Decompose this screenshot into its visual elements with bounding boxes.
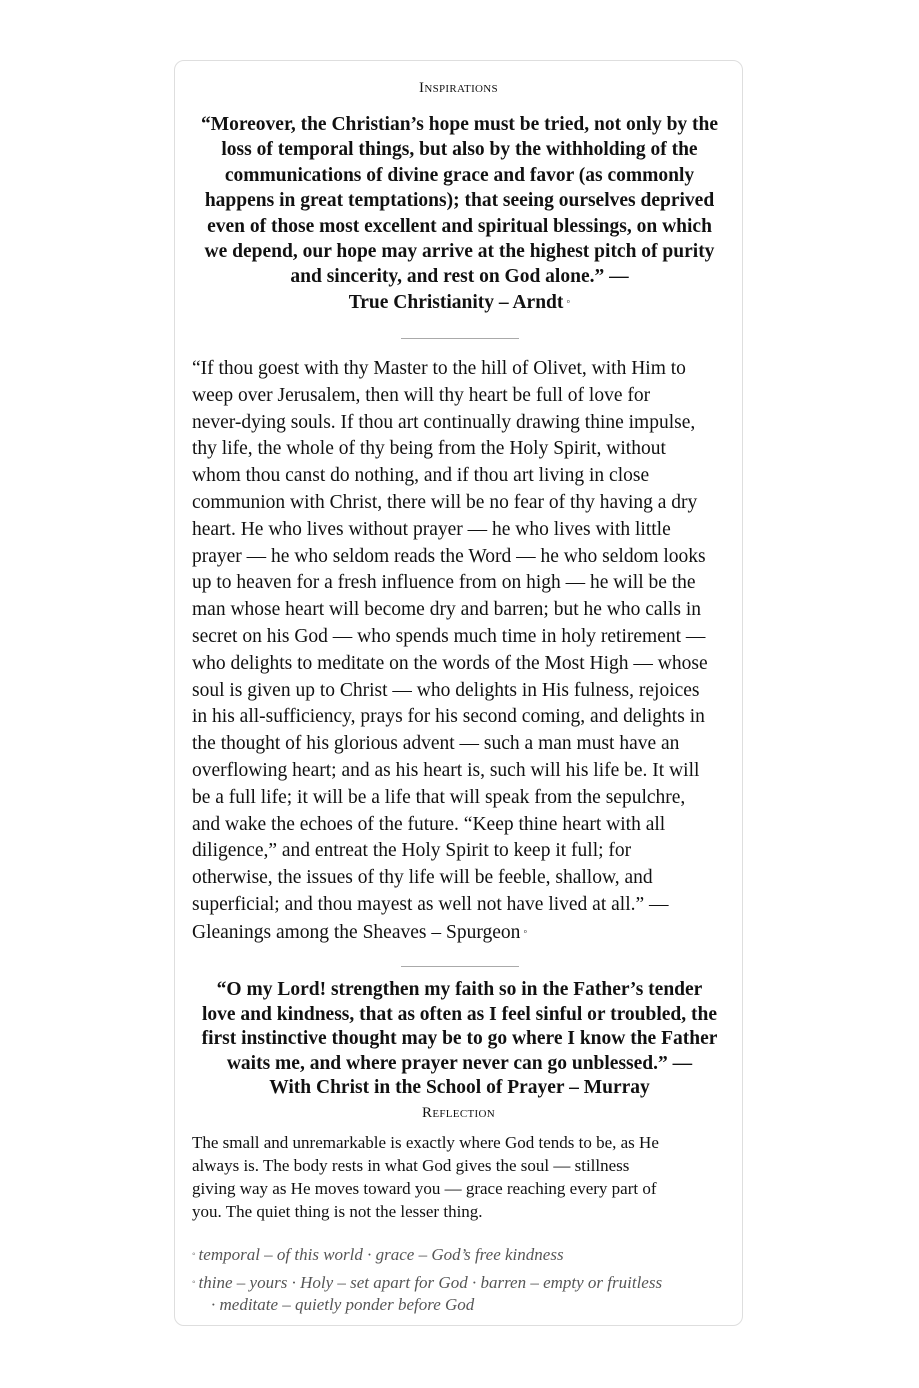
quote-line: who delights to meditate on the words of the Most High — whose — [192, 652, 708, 674]
reflection-line: giving way as He moves toward you — grace reaching every part of — [192, 1179, 657, 1198]
quote-line: “O my Lord! strengthen my faith so in the Father’s tender — [216, 979, 703, 1000]
quote-line: happens in great temptations); that seeing ourselves deprived — [204, 190, 715, 212]
quote-line: “If thou goest with thy Master to the hill of Olivet, with Him to — [192, 358, 686, 379]
gloss-marker-icon: ◦ — [566, 295, 571, 308]
quote-line: and wake the echoes of the future. “Keep thine heart with all — [192, 813, 666, 835]
quote-line: first instinctive thought may be to go where I know the Father — [201, 1028, 718, 1050]
quote-line: communion with Christ, there will be no fear of thy having a dry — [192, 491, 698, 513]
quote-line: communications of divine grace and favor (as commonly — [224, 164, 695, 186]
glossary-continuation: · meditate – quietly ponder before God — [211, 1295, 475, 1314]
reflection-text — [192, 1131, 722, 1223]
quote-line: superficial; and thou mayest as well not have lived at all.” — — [192, 893, 669, 915]
attribution-text: True Christianity – Arndt — [348, 291, 564, 313]
quote-line: man whose heart will become dry and barren; but he who calls in — [192, 599, 702, 621]
section-divider — [401, 338, 519, 339]
quote-line: thy life, the whole of thy being from the Holy Spirit, without — [192, 438, 666, 460]
quote-murray — [189, 978, 730, 1101]
gloss-marker-icon: ◦ — [192, 1249, 196, 1260]
quote-attribution — [192, 919, 737, 947]
reflection-line: you. The quiet thing is not the lesser thing. — [192, 1202, 483, 1221]
section-divider — [401, 966, 519, 967]
quote-line: whom thou canst do nothing, and if thou art living in close — [192, 465, 650, 487]
quote-line: heart. He who lives without prayer — he who lives with little — [192, 518, 671, 540]
glossary-text: thine – yours · Holy – set apart for God · barren – empty or fruitless — [198, 1273, 663, 1292]
quote-line: prayer — he who seldom reads the Word — he who seldom looks — [192, 545, 706, 567]
reflection-line: always is. The body rests in what God gives the soul — stillness — [192, 1156, 630, 1175]
attribution-text: Gleanings among the Sheaves – Spurgeon — [192, 921, 521, 943]
quote-line: soul is given up to Christ — who delights in His fulness, rejoices — [192, 679, 700, 701]
quote-line: “Moreover, the Christian’s hope must be tried, not only by the — [200, 114, 719, 135]
quote-line: be a full life; it will be a life that will speak from the sepulchre, — [192, 786, 686, 808]
quote-spurgeon — [192, 356, 737, 947]
devotional-card — [174, 60, 743, 1326]
reflection-heading: Reflection — [422, 1105, 495, 1121]
gloss-marker-icon: ◦ — [523, 925, 528, 938]
quote-line: the thought of his glorious advent — such a man must have an — [192, 733, 680, 755]
glossary-note-2 — [192, 1272, 732, 1316]
quote-line: loss of temporal things, but also by the withholding of the — [221, 139, 698, 161]
inspirations-heading: Inspirations — [419, 80, 498, 96]
quote-line: overflowing heart; and as his heart is, such will his life be. It will — [192, 759, 700, 781]
quote-attribution: With Christ in the School of Prayer – Murray — [269, 1077, 650, 1099]
quote-attribution — [191, 290, 728, 315]
glossary-text: temporal – of this world · grace – God’s free kindness — [198, 1245, 564, 1264]
quote-line: and sincerity, and rest on God alone.” — — [290, 266, 629, 288]
glossary-note-1 — [192, 1244, 732, 1266]
quote-line: otherwise, the issues of thy life will be feeble, shallow, and — [192, 867, 653, 889]
quote-line: even of those most excellent and spiritual blessings, on which — [207, 215, 712, 237]
quote-line: love and kindness, that as often as I feel sinful or troubled, the — [201, 1003, 717, 1025]
gloss-marker-icon: ◦ — [192, 1277, 196, 1288]
quote-line: secret on his God — who spends much time in holy retirement — — [192, 625, 706, 647]
reflection-line: The small and unremarkable is exactly where God tends to be, as He — [192, 1133, 659, 1152]
quote-line: we depend, our hope may arrive at the highest pitch of purity — [204, 241, 715, 263]
quote-line: up to heaven for a fresh influence from on high — he will be the — [192, 572, 696, 594]
quote-line: in his all-sufficiency, prays for his second coming, and delights in — [192, 706, 705, 728]
quote-arndt — [191, 112, 728, 315]
quote-line: weep over Jerusalem, then will thy heart be full of love for — [192, 384, 651, 406]
quote-line: waits me, and where prayer never can go unblessed.” — — [226, 1052, 693, 1074]
quote-line: diligence,” and entreat the Holy Spirit to keep it full; for — [192, 840, 632, 862]
quote-line: never-dying souls. If thou art continually drawing thine impulse, — [192, 411, 696, 433]
